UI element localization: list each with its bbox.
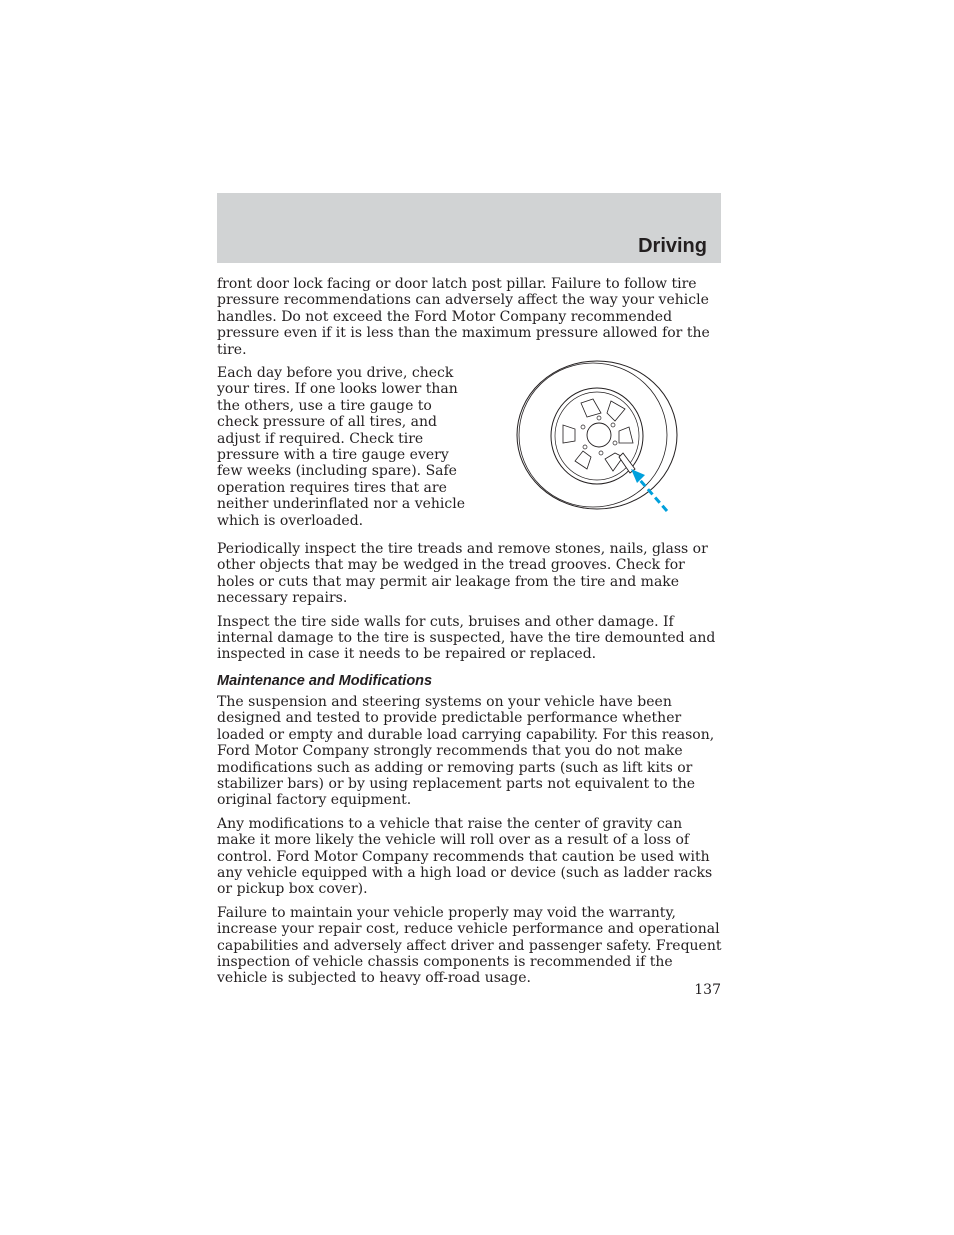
section-header-band: [217, 193, 721, 263]
paragraph-sidewall-inspection: Inspect the tire side walls for cuts, bruises and other damage. If internal damage to the tire is suspected, have the tire demounted and inspected in case it needs to be repaired or replaced.: [217, 613, 716, 663]
page-number: 137: [694, 982, 721, 998]
section-title: Driving: [638, 235, 707, 257]
tire-check-block: [217, 365, 722, 535]
paragraph-modifications: Any modifications to a vehicle that raise the center of gravity can make it more likely the vehicle will roll over as a result of a loss of control. Ford Motor Company recommends that caution be used with any vehicle equipped with a high load or device (such as ladder racks or pickup box cover).: [217, 815, 713, 898]
paragraph-suspension: The suspension and steering systems on your vehicle have been designed and tested to provide predictable performance whether loaded or empty and durable load carrying capability. For this reason, Ford Motor Company strongly recommends that you do not make modifications such as adding or removing parts (such as lift kits or stabilizer bars) or by using replacement parts not equivalent to the original factory equipment.: [217, 693, 715, 809]
paragraph-daily-check: Each day before you drive, check your tires. If one looks lower than the others, use a tire gauge to check pressure of all tires, and adjust if required. Check tire pressure with a tire gauge every few weeks (including spare). Safe operation requires tires that are neither underinflated nor a vehicle which is overloaded.: [217, 365, 466, 529]
paragraph-door-pillar: front door lock facing or door latch post pillar. Failure to follow tire pressure recommendations can adversely affect the way your vehicle handles. Do not exceed the Ford Motor Company recommended pressure even if it is less than the maximum pressure allowed for the tire.: [217, 276, 710, 358]
page-content: [217, 276, 722, 994]
maintenance-heading: Maintenance and Modifications: [217, 672, 433, 689]
paragraph-tread-inspection: Periodically inspect the tire treads and remove stones, nails, glass or other objects that may be wedged in the tread grooves. Check for holes or cuts that may permit air leakage from the tire and make necessary repairs.: [217, 541, 708, 607]
paragraph-warranty: Failure to maintain your vehicle properly may void the warranty, increase your repair cost, reduce vehicle performance and operational capabilities and adversely affect driver and passenger safety. Frequent inspection of vehicle chassis components is recommended if the vehicle is subjected to heavy off-road usage.: [217, 904, 722, 987]
tire-valve-stem-icon: [515, 357, 685, 532]
